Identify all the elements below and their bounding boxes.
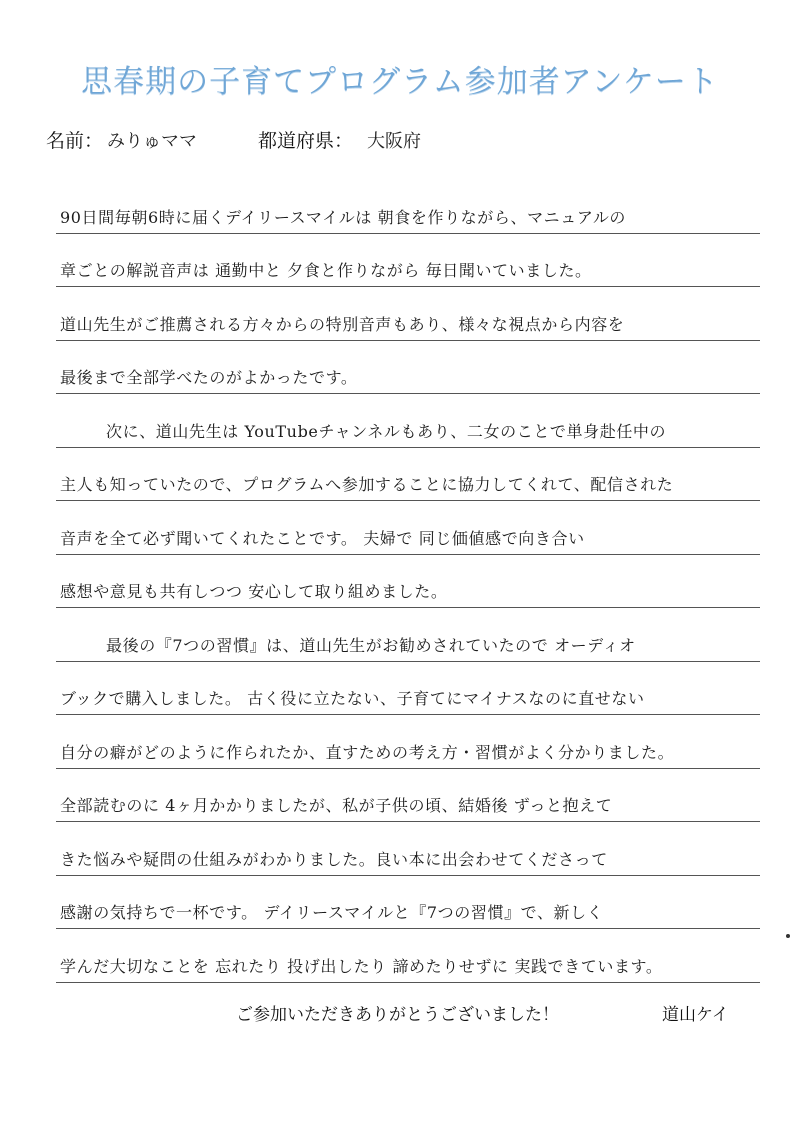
name-value: みりゅママ — [107, 131, 198, 152]
answer-line-text: 90日間毎朝6時に届くデイリースマイルは 朝食を作りながら、マニュアルの — [60, 207, 627, 227]
respondent-prefecture — [258, 126, 421, 153]
answer-line — [56, 234, 760, 288]
answer-line-text: 学んだ大切なことを 忘れたり 投げ出したり 諦めたりせずに 実践できています。 — [60, 956, 663, 976]
name-label: 名前： — [46, 130, 104, 152]
answer-line-text: 最後の『7つの習慣』は、道山先生がお勧めされていたので オーディオ — [106, 635, 636, 655]
answer-line — [56, 341, 760, 395]
answer-line — [56, 287, 760, 341]
answer-line — [56, 876, 760, 930]
answer-line — [56, 448, 760, 502]
answer-line — [56, 715, 760, 769]
answer-line — [56, 608, 760, 662]
answer-line-text: 章ごとの解説音声は 通勤中と 夕食と作りながら 毎日聞いていました。 — [60, 261, 592, 280]
answer-line-text: 感想や意見も共有しつつ 安心して取り組めました。 — [60, 582, 448, 601]
prefecture-value: 大阪府 — [367, 131, 422, 152]
answer-line-text: 音声を全て必ず聞いてくれたことです。 夫婦で 同じ価値感で向き合い — [60, 528, 585, 548]
answer-line — [56, 662, 760, 716]
answer-line-text: ブックで購入しました。 古く役に立たない、子育てにマイナスなのに直せない — [60, 689, 645, 708]
answer-line — [56, 501, 760, 555]
answer-line — [56, 555, 760, 609]
answer-line — [56, 769, 760, 823]
handwritten-answer — [56, 180, 760, 983]
answer-line-text: 道山先生がご推薦される方々からの特別音声もあり、様々な視点から内容を — [60, 314, 625, 334]
thank-you-message: ご参加いただきありがとうございました！ — [236, 1005, 559, 1025]
page-title: 思春期の子育てプログラム参加者アンケート — [81, 64, 719, 100]
answer-line — [56, 180, 760, 234]
answer-line — [56, 394, 760, 448]
answer-line-text: 最後まで全部学べたのがよかったです。 — [60, 368, 358, 387]
ink-dot — [786, 934, 790, 938]
answer-line-text: 主人も知っていたので、プログラムへ参加することに協力してくれて、配信された — [60, 475, 674, 494]
answer-line-text: 次に、道山先生は YouTubeチャンネルもあり、二女のことで単身赴任中の — [106, 421, 667, 441]
answer-line-text: 感謝の気持ちで一杯です。 デイリースマイルと『7つの習慣』で、新しく — [60, 903, 604, 922]
prefecture-label: 都道府県： — [258, 130, 354, 152]
answer-line — [56, 929, 760, 983]
respondent-name — [46, 126, 197, 153]
signature: 道山ケイ — [662, 1005, 729, 1025]
answer-line-text: きた悩みや疑問の仕組みがわかりました。良い本に出会わせてくださって — [60, 849, 608, 869]
answer-line — [56, 822, 760, 876]
answer-line-text: 全部読むのに 4ヶ月かかりましたが、私が子供の頃、結婚後 ずっと抱えて — [60, 796, 613, 815]
answer-line-text: 自分の癖がどのように作られたか、直すための考え方・習慣がよく分かりました。 — [60, 742, 675, 762]
